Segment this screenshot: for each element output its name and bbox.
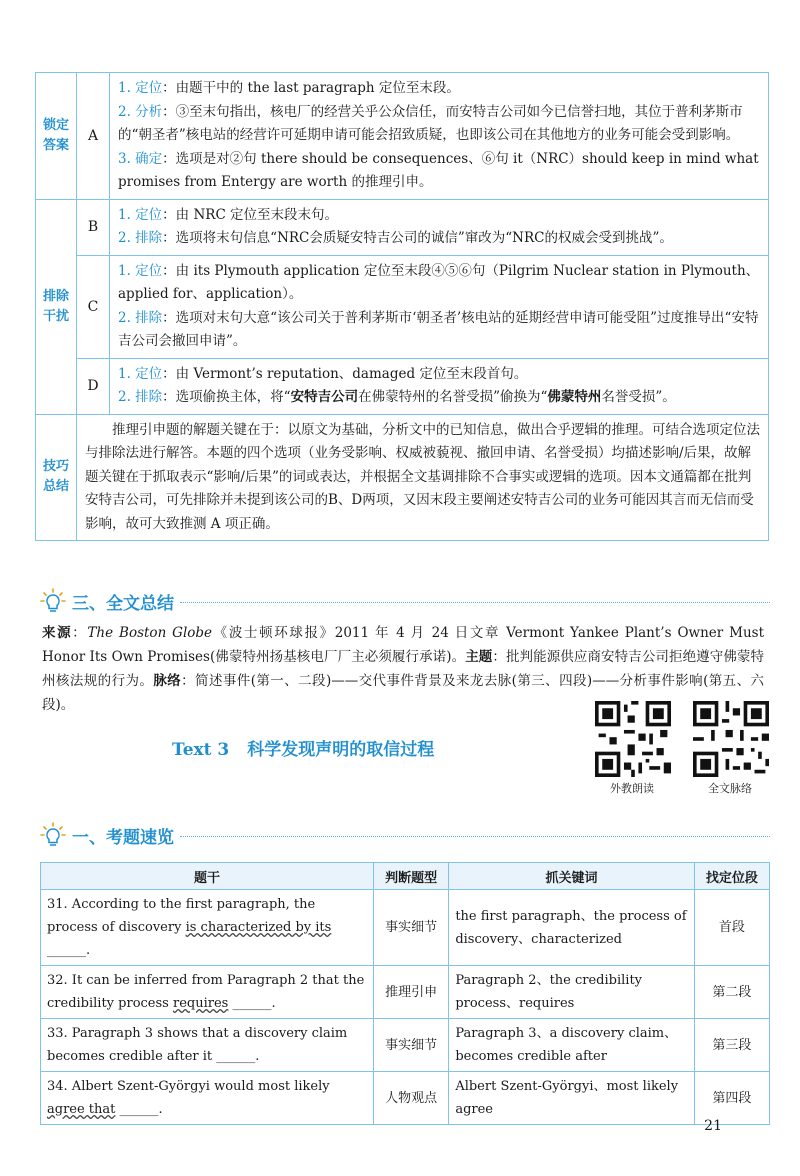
question-stem: 33. Paragraph 3 shows that a discovery claim becomes credible after it ______. [41, 1019, 374, 1072]
question-type: 事实细节 [374, 890, 449, 966]
section-summary-divider [180, 602, 770, 603]
table-row [41, 966, 770, 1019]
question-type: 事实细节 [374, 1019, 449, 1072]
option-b-analysis: 1. 定位：由 NRC 定位至末段末句。 2. 排除：选项将末句信息“NRC会质疑安特吉公司的诚信”窜改为“NRC的权威会受到挑战”。 [110, 199, 769, 255]
question-keywords: Paragraph 2、the credibility process、requires [449, 966, 694, 1019]
table-row [41, 1019, 770, 1072]
question-paragraph: 第三段 [694, 1019, 769, 1072]
analysis-table [35, 72, 769, 541]
table-header-row [41, 863, 770, 890]
question-type: 推理引申 [374, 966, 449, 1019]
option-a-analysis: 1. 定位：由题干中的 the last paragraph 定位至末段。 2. 分析：③至末句指出，核电厂的经营关乎公众信任，而安特吉公司如今已信誉扫地，其位于普利茅斯市的“朝圣者”核电站的经营许可延期申请可能会招致质疑，也即该公司在其他地方的业务可能会受到影响。 3. 确定：选项是对②句 there should be consequences、⑥句 it（NRC）should keep in mind what promises from Entergy are worth 的推理引申。 [110, 73, 769, 200]
analysis-row-tips [36, 414, 769, 541]
section-summary-heading: 三、全文总结 [40, 588, 174, 614]
column-header: 判断题型 [374, 863, 449, 890]
question-keywords: the first paragraph、the process of discovery、characterized [449, 890, 694, 966]
question-paragraph: 首段 [694, 890, 769, 966]
column-header: 找定位段 [694, 863, 769, 890]
analysis-row-c [36, 255, 769, 358]
category-lock-answer: 锁定 答案 [36, 73, 77, 200]
lightbulb-icon [40, 822, 66, 848]
table-row [41, 1072, 770, 1125]
analysis-row-d [36, 358, 769, 414]
question-paragraph: 第二段 [694, 966, 769, 1019]
qr-code-icon[interactable] [692, 700, 770, 778]
column-header: 抓关键词 [449, 863, 694, 890]
question-keywords: Albert Szent-Györgyi、most likely agree [449, 1072, 694, 1125]
analysis-row-lock [36, 73, 769, 200]
option-a: A [77, 73, 110, 200]
column-header: 题干 [41, 863, 374, 890]
option-c: C [77, 255, 110, 358]
category-exclude-distractors: 排除 干扰 [36, 199, 77, 414]
question-stem: 31. According to the first paragraph, the process of discovery is characterized by its ______. [41, 890, 374, 966]
option-c-analysis: 1. 定位：由 its Plymouth application 定位至末段④⑤⑥句（Pilgrim Nuclear station in Plymouth、applied for、application）。 2. 排除：选项对末句大意“该公司关于普利茅斯市‘朝圣者’核电站的延期经营申请可能受阻”过度推导出“安特吉公司会撤回申请”。 [110, 255, 769, 358]
section-overview-divider [180, 836, 770, 837]
summary-text: 来源：The Boston Globe《波士顿环球报》2011 年 4 月 24 日文章 Vermont Yankee Plant’s Owner Must Honor Its Own Promises(佛蒙特州扬基核电厂厂主必须履行承诺)。主题：批判能源供应商安特吉公司拒绝遵守佛蒙特州核法规的行为。脉络：简述事件(第一、二段)——交代事件背景及来龙去脉(第三、四段)——分析事件影响(第五、六段)。 [42, 625, 765, 713]
section-overview-heading: 一、考题速览 [40, 822, 174, 848]
question-stem: 34. Albert Szent-Györgyi would most likely agree that ______. [41, 1072, 374, 1125]
option-b: B [77, 199, 110, 255]
lightbulb-icon [40, 588, 66, 614]
qr-code-icon[interactable] [594, 700, 672, 778]
page-number: 21 [704, 1118, 722, 1134]
question-overview-table [40, 862, 770, 1125]
category-tips-summary: 技巧 总结 [36, 414, 77, 541]
question-keywords: Paragraph 3、a discovery claim、becomes credible after [449, 1019, 694, 1072]
qr-label-outline: 全文脉络 [708, 782, 752, 795]
text3-title: Text 3 科学发现声明的取信过程 [172, 740, 435, 760]
question-type: 人物观点 [374, 1072, 449, 1125]
tips-summary-text: 推理引申题的解题关键在于：以原文为基础，分析文中的已知信息，做出合乎逻辑的推理。可结合选项定位法与排除法进行解答。本题的四个选项（业务受影响、权威被藐视、撤回申请、名誉受损）均描述影响/后果，故解题关键在于抓取表示“影响/后果”的词或表达，并根据全文基调排除不合事实或逻辑的选项。因本文通篇都在批判安特吉公司，可先排除并未提到该公司的B、D两项，又因末段主要阐述安特吉公司的业务可能因其言而无信而受影响，故可大致推测 A 项正确。 [77, 414, 769, 541]
option-d: D [77, 358, 110, 414]
option-d-analysis: 1. 定位：由 Vermont’s reputation、damaged 定位至末段首句。 2. 排除：选项偷换主体，将“安特吉公司在佛蒙特州的名誉受损”偷换为“佛蒙特州名誉受损”。 [110, 358, 769, 414]
qr-label-reading: 外教朗读 [610, 782, 654, 795]
question-paragraph: 第四段 [694, 1072, 769, 1125]
table-row [41, 890, 770, 966]
analysis-row-b [36, 199, 769, 255]
question-stem: 32. It can be inferred from Paragraph 2 that the credibility process requires ______. [41, 966, 374, 1019]
